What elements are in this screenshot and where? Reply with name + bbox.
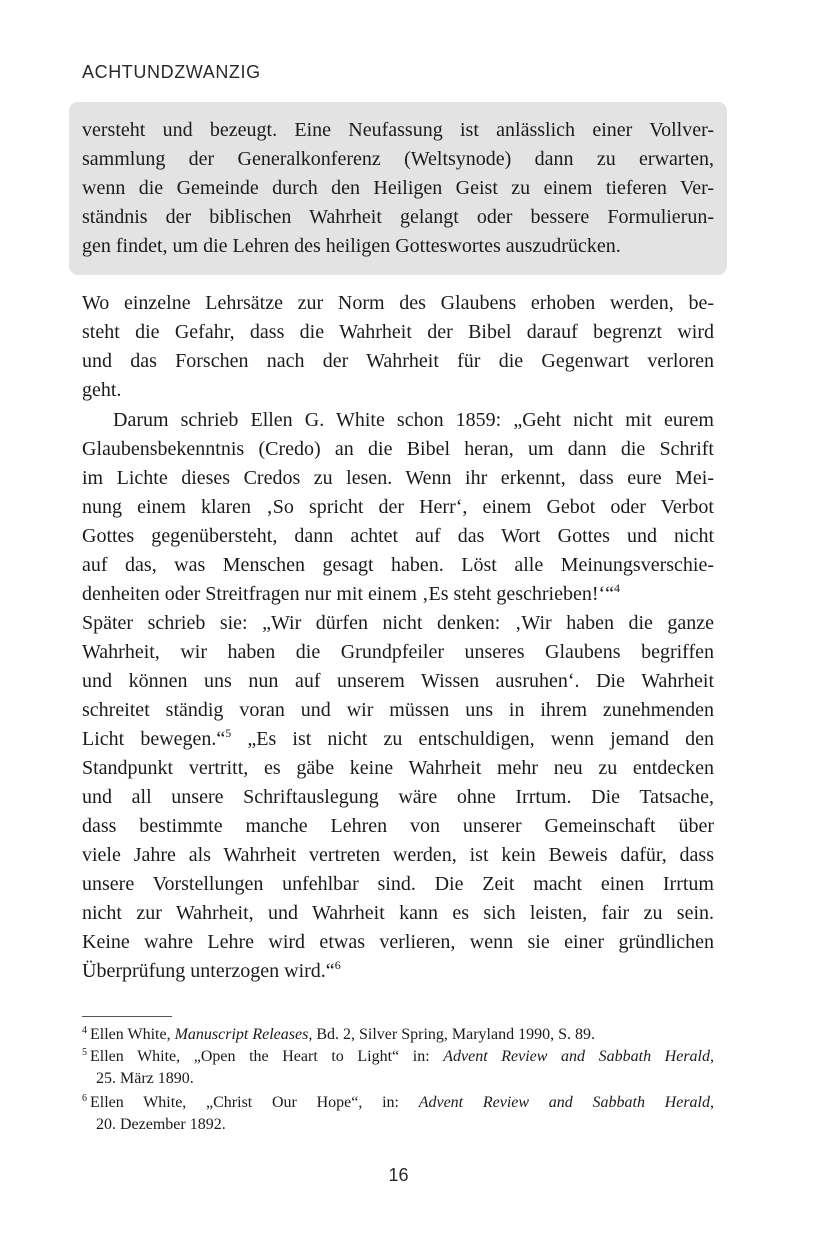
body-line: Gottes gegenübersteht, dann achtet auf das Wort Gottes und nicht bbox=[82, 525, 714, 547]
footnote-number: 5 bbox=[82, 1047, 87, 1058]
body-line: und all unsere Schriftauslegung wäre ohne Irrtum. Die Tatsache, bbox=[82, 786, 714, 808]
footnote-text: Ellen White, bbox=[90, 1026, 175, 1043]
body-line-text: Überprüfung unterzogen wird.“ bbox=[82, 960, 335, 982]
body-line: schreitet ständig voran und wir müssen uns in ihrem zunehmenden bbox=[82, 699, 714, 721]
box-line: sammlung der Generalkonferenz (Weltsynode) dann zu erwarten, bbox=[82, 148, 714, 170]
footnote-text: , bbox=[710, 1094, 715, 1111]
footnote-6-continuation: 20. Dezember 1892. bbox=[96, 1116, 226, 1133]
body-line bbox=[82, 724, 714, 754]
footnote-text: , bbox=[710, 1048, 715, 1065]
box-line: wenn die Gemeinde durch den Heiligen Geist zu einem tieferen Ver- bbox=[82, 177, 714, 199]
body-line: auf das, was Menschen gesagt haben. Löst alle Meinungsverschie- bbox=[82, 554, 714, 576]
body-line: Darum schrieb Ellen G. White schon 1859: „Geht nicht mit eurem bbox=[113, 409, 714, 431]
body-line-text: Licht bewegen.“ bbox=[82, 728, 226, 750]
body-line: geht. bbox=[82, 379, 122, 401]
body-line: nicht zur Wahrheit, und Wahrheit kann es sich leisten, fair zu sein. bbox=[82, 902, 714, 924]
body-line-text: „Es ist nicht zu entschuldigen, wenn jemand den bbox=[247, 728, 714, 750]
footnote-title: Advent Review and Sabbath Herald bbox=[418, 1094, 711, 1111]
body-line: Standpunkt vertritt, es gäbe keine Wahrheit mehr neu zu entdecken bbox=[82, 757, 714, 779]
footnote-5-continuation: 25. März 1890. bbox=[96, 1070, 194, 1087]
footnote-number: 6 bbox=[82, 1093, 87, 1104]
page-number: 16 bbox=[388, 1165, 409, 1185]
footnote-number: 4 bbox=[82, 1025, 87, 1036]
body-line bbox=[82, 956, 714, 986]
body-line: Wahrheit, wir haben die Grundpfeiler unseres Glaubens begriffen bbox=[82, 641, 714, 663]
body-line: steht die Gefahr, dass die Wahrheit der Bibel darauf begrenzt wird bbox=[82, 321, 714, 343]
body-line-text-rest bbox=[225, 728, 714, 750]
box-line: gen findet, um die Lehren des heiligen Gotteswortes auszudrücken. bbox=[82, 235, 621, 257]
body-line: Wo einzelne Lehrsätze zur Norm des Glaubens erhoben werden, be- bbox=[82, 292, 714, 314]
footnote-ref[interactable]: 6 bbox=[334, 958, 341, 972]
box-line: versteht und bezeugt. Eine Neufassung ist anlässlich einer Vollver- bbox=[82, 119, 714, 141]
chapter-header: ACHTUNDZWANZIG bbox=[82, 62, 261, 82]
footnote-ref[interactable]: 5 bbox=[225, 726, 232, 740]
body-line: unsere Vorstellungen unfehlbar sind. Die Zeit macht einen Irrtum bbox=[82, 873, 714, 895]
body-line: Glaubensbekenntnis (Credo) an die Bibel heran, um dann die Schrift bbox=[82, 438, 714, 460]
footnote-6 bbox=[82, 1092, 714, 1114]
body-line: und das Forschen nach der Wahrheit für die Gegenwart verloren bbox=[82, 350, 714, 372]
footnote-text: Ellen White, „Open the Heart to Light“ in: bbox=[90, 1048, 444, 1065]
footnote-text: Bd. 2, Silver Spring, Maryland 1990, S. 89. bbox=[312, 1026, 595, 1043]
body-line: nung einem klaren ‚So spricht der Herr‘, einem Gebot oder Verbot bbox=[82, 496, 714, 518]
footnote-title: Advent Review and Sabbath Herald bbox=[443, 1048, 711, 1065]
body-line: Später schrieb sie: „Wir dürfen nicht denken: ‚Wir haben die ganze bbox=[82, 612, 714, 634]
body-line: dass bestimmte manche Lehren von unserer Gemeinschaft über bbox=[82, 815, 714, 837]
body-line: im Lichte dieses Credos zu lesen. Wenn ihr erkennt, dass eure Mei- bbox=[82, 467, 714, 489]
footnote-text: Ellen White, „Christ Our Hope“, in: bbox=[90, 1094, 419, 1111]
body-line: viele Jahre als Wahrheit vertreten werden, ist kein Beweis dafür, dass bbox=[82, 844, 714, 866]
body-line: Keine wahre Lehre wird etwas verlieren, wenn sie einer gründlichen bbox=[82, 931, 714, 953]
footnote-5 bbox=[82, 1046, 714, 1068]
footnote-title: Manuscript Releases, bbox=[174, 1026, 313, 1043]
box-line: ständnis der biblischen Wahrheit gelangt oder bessere Formulierun- bbox=[82, 206, 714, 228]
body-line-text: denheiten oder Streitfragen nur mit einem ‚Es steht geschrieben!‘“ bbox=[82, 583, 615, 605]
footnote-4 bbox=[82, 1024, 714, 1046]
footnote-divider bbox=[82, 1016, 172, 1017]
body-line: und können uns nun auf unserem Wissen ausruhen‘. Die Wahrheit bbox=[82, 670, 714, 692]
body-line bbox=[82, 579, 714, 609]
footnote-ref[interactable]: 4 bbox=[614, 581, 621, 595]
